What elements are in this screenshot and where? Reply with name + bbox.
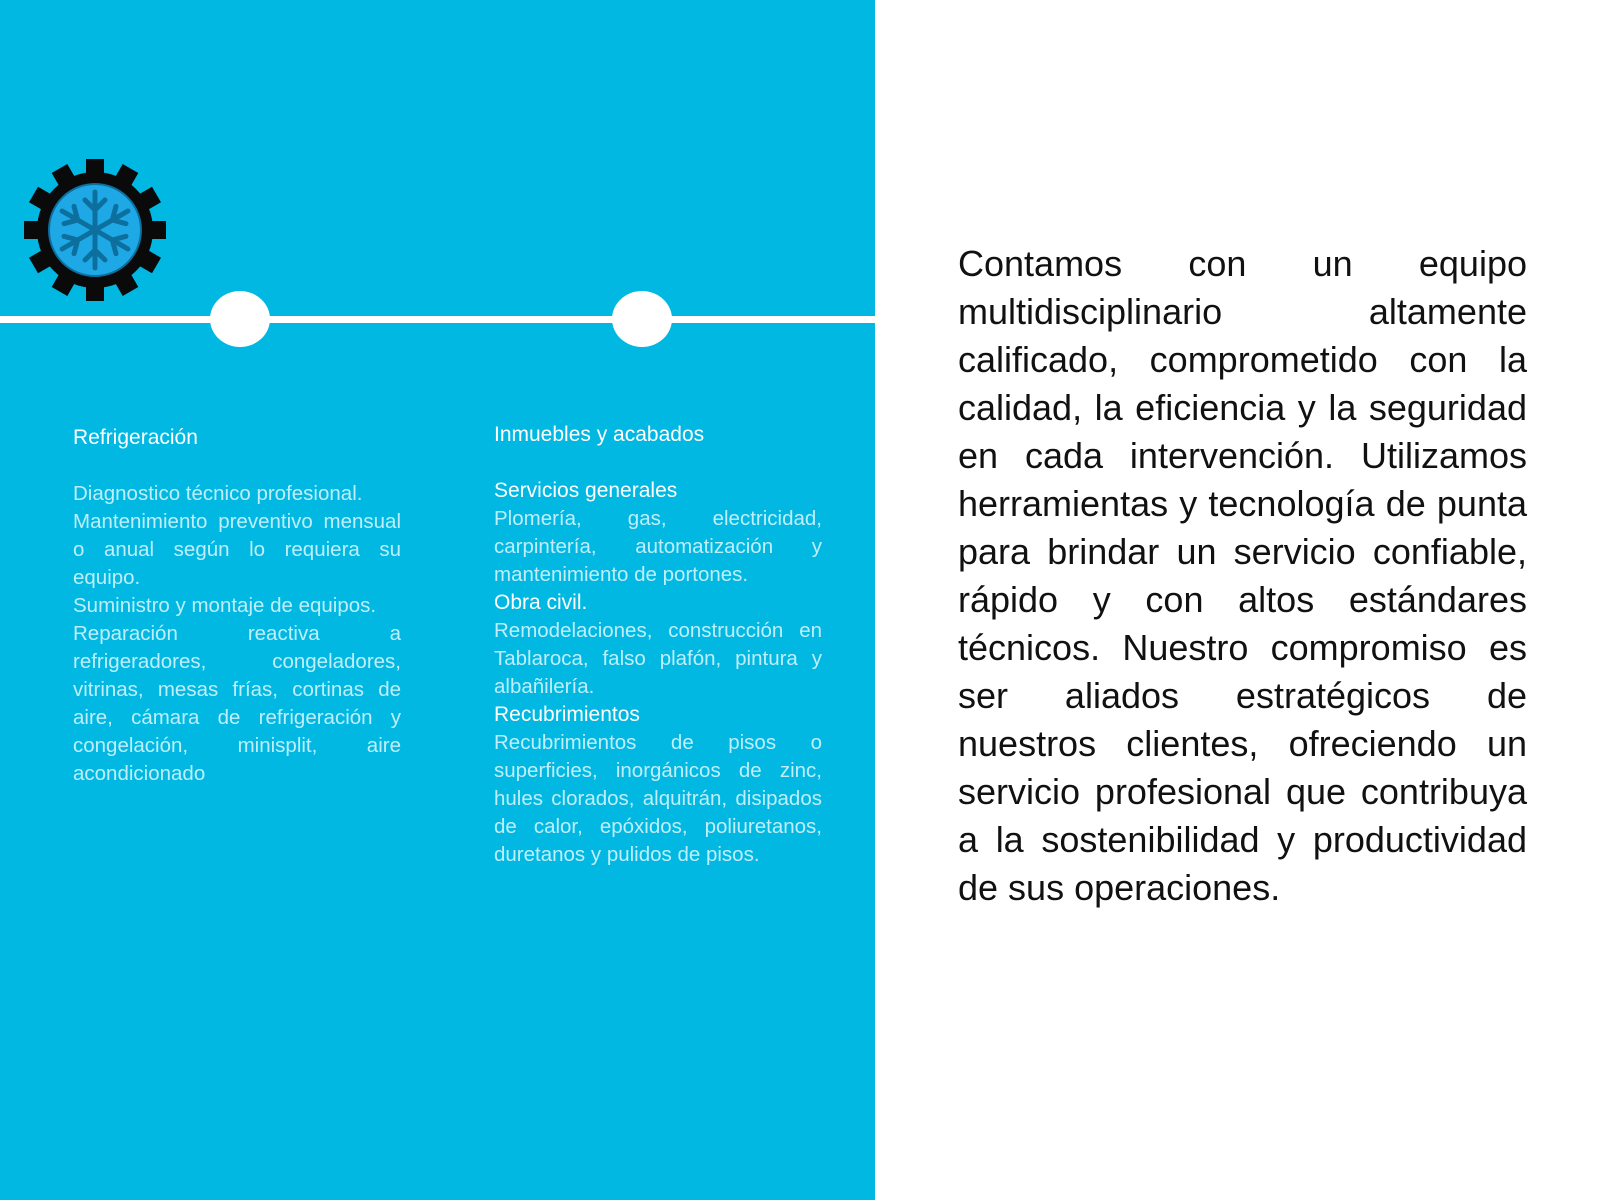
- timeline-dot: [612, 291, 672, 347]
- refrigeracion-title: Refrigeración: [73, 426, 198, 449]
- recubrimientos-text: Recubrimientos de pisos o superficies, inorgánicos de zinc, hules clorados, alquitrán, disipados de calor, epóxidos, poliuretanos, duretanos y pulidos de pisos.: [494, 731, 822, 866]
- refrigeracion-line: Reparación reactiva a refrigeradores, congeladores, vitrinas, mesas frías, cortinas de aire, cámara de refrigeración y congelación, minisplit, aire acondicionado: [73, 622, 401, 785]
- timeline-dot: [210, 291, 270, 347]
- refrigeracion-line: Suministro y montaje de equipos.: [73, 594, 377, 617]
- obra-civil-subtitle: Obra civil.: [494, 591, 588, 614]
- refrigeracion-column: [73, 424, 401, 788]
- snowflake-gear-icon: [22, 157, 168, 303]
- obra-civil-text: Remodelaciones, construcción en Tablaroca, falso plafón, pintura y albañilería.: [494, 619, 822, 698]
- servicios-generales-text: Plomería, gas, electricidad, carpintería, automatización y mantenimiento de portones.: [494, 507, 822, 586]
- servicios-generales-subtitle: Servicios generales: [494, 479, 678, 502]
- inmuebles-title: Inmuebles y acabados: [494, 423, 705, 446]
- recubrimientos-subtitle: Recubrimientos: [494, 703, 640, 726]
- refrigeracion-line: Diagnostico técnico profesional.: [73, 482, 363, 505]
- timeline-line: [0, 316, 875, 323]
- inmuebles-column: [494, 421, 822, 869]
- company-description: Contamos con un equipo multidisciplinario altamente calificado, comprometido con la calidad, la eficiencia y la seguridad en cada intervención. Utilizamos herramientas y tecnología de punta para brindar un servicio confiable, rápido y con altos estándares técnicos. Nuestro compromiso es ser aliados estratégicos de nuestros clientes, ofreciendo un servicio profesional que contribuya a la sostenibilidad y productividad de sus operaciones.: [958, 243, 1527, 908]
- refrigeracion-line: Mantenimiento preventivo mensual o anual según lo requiera su equipo.: [73, 510, 401, 589]
